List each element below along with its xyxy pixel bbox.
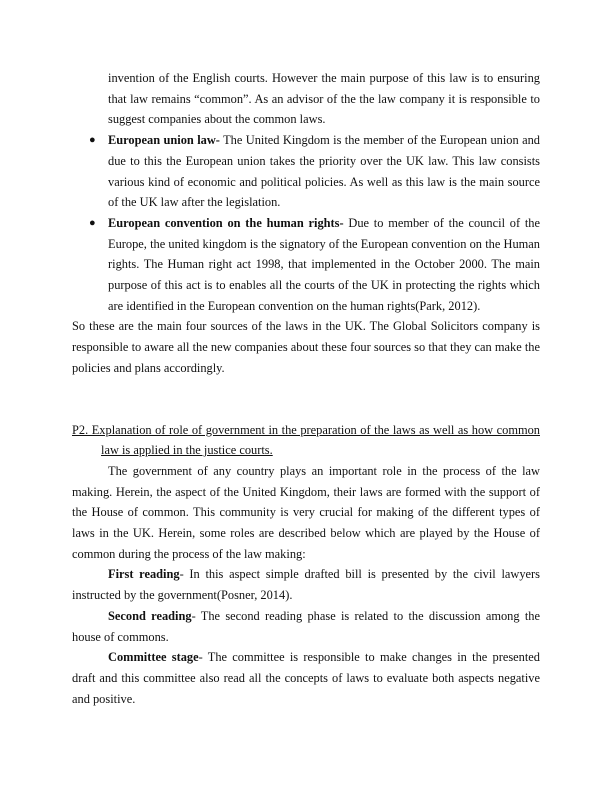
bullet-icon: ● (89, 216, 96, 229)
list-item (72, 130, 540, 213)
list-item-term: European convention on the human rights- (108, 215, 344, 230)
list-item (72, 213, 540, 317)
continuation-paragraph: invention of the English courts. However the main purpose of this law is to ensuring that law remains “common”. As an advisor of the the law company it is responsible to suggest companies about the common laws. (108, 71, 540, 127)
stage-text: - The second reading phase is related to the discussion among the house of commons. (72, 608, 541, 644)
summary-paragraph: So these are the main four sources of the laws in the UK. The Global Solicitors company is responsible to aware all the new companies about these four sources so that they can make the policies and plans accordingly. (72, 319, 540, 375)
intro-paragraph: The government of any country plays an important role in the process of the law making. Herein, the aspect of the United Kingdom, their laws are formed with the support of the House of common. This community is very crucial for making of the different types of laws in the UK. Herein, some roles are described below which are played by the House of common during the process of the law making: (72, 463, 540, 561)
stage-paragraph (72, 606, 540, 647)
bullet-icon: ● (89, 134, 96, 147)
sources-list (72, 130, 540, 316)
list-item-text: Due to member of the council of the Europe, the united kingdom is the signatory of the European convention on the Human rights. The Human right act 1998, that implemented in the October 2000. The main purpose of this act is to enables all the courts of the UK in protecting the rights which are identified in the European convention on the human rights(Park, 2012). (108, 215, 540, 313)
section-heading: P2. Explanation of role of government in the preparation of the laws as well as how common law is applied in the justice courts. (72, 422, 540, 458)
stage-text: - In this aspect simple drafted bill is presented by the civil lawyers instructed by the government(Posner, 2014). (72, 567, 541, 603)
stage-paragraph (72, 564, 540, 605)
stage-term: Committee stage (108, 650, 199, 665)
list-item-text: The United Kingdom is the member of the European union and due to this the European union takes the priority over the UK law. This law consists various kind of economic and political policies. As well as this law is the main source of the UK law after the legislation. (108, 133, 540, 210)
list-item-term: European union law- (108, 133, 220, 148)
stage-text: - The committee is responsible to make changes in the presented draft and this committee also read all the concepts of laws to evaluate both aspects negative and positive. (72, 650, 540, 706)
stage-term: Second reading (108, 608, 192, 623)
stage-paragraph (72, 647, 540, 709)
stage-term: First reading (108, 567, 180, 582)
